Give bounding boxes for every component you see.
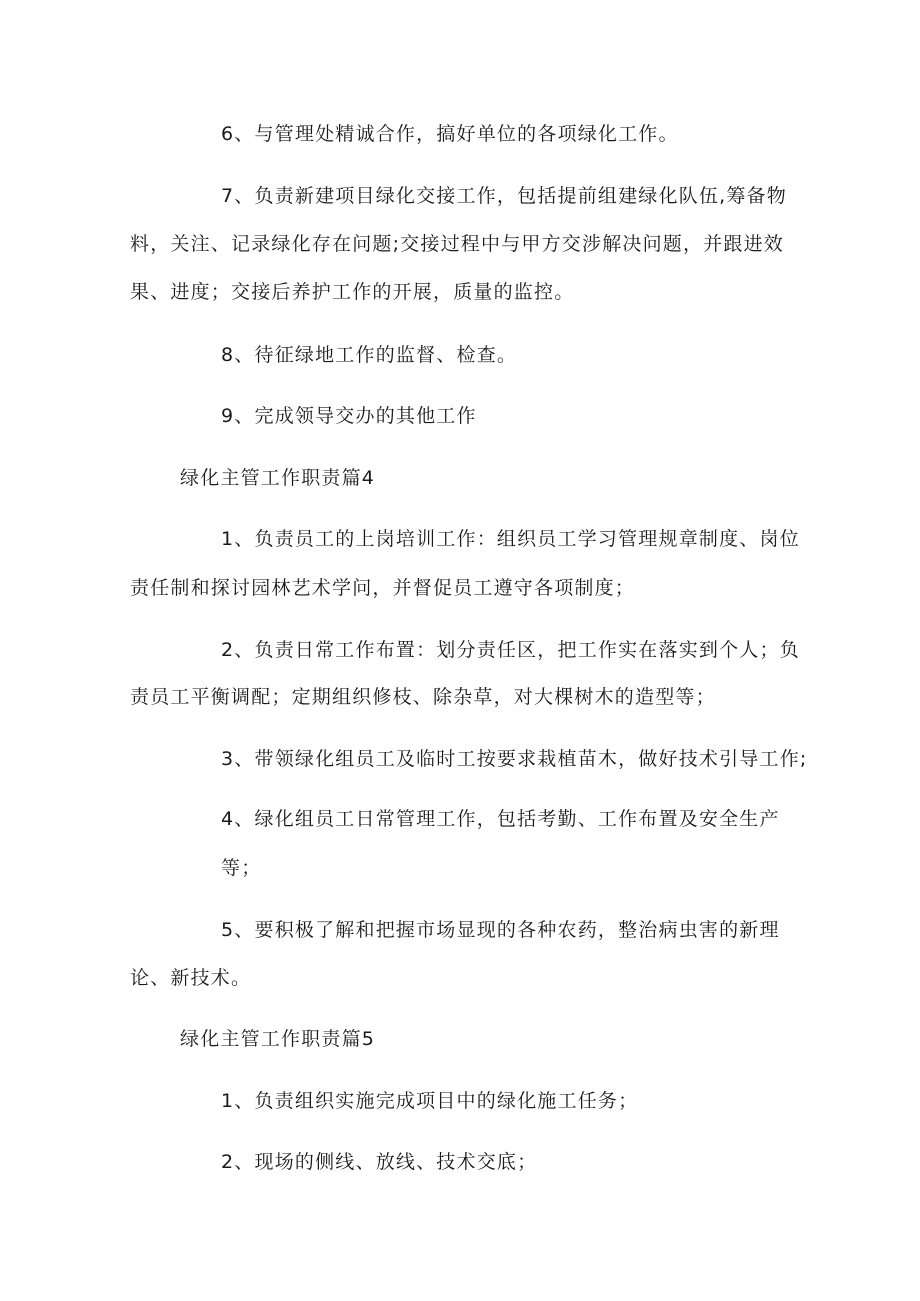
section-4-item-3-line-1: 3、带领绿化组员工及临时工按要求栽植苗木，做好技术引导工作; xyxy=(221,748,808,770)
paragraph-9-line-1: 9、完成领导交办的其他工作 xyxy=(221,405,477,427)
section-4-item-4-line-1: 4、绿化组员工日常管理工作，包括考勤、工作布置及安全生产 xyxy=(221,808,780,830)
paragraph-7-line-3: 果、进度；交接后养护工作的开展，质量的监控。 xyxy=(130,281,575,303)
section-4-item-2-line-1: 2、负责日常工作布置：划分责任区，把工作实在落实到个人；负 xyxy=(221,639,800,661)
section-4-item-2-line-2: 责员工平衡调配；定期组织修枝、除杂草，对大棵树木的造型等； xyxy=(130,686,716,708)
section-5-item-2-line-1: 2、现场的侧线、放线、技术交底； xyxy=(221,1151,538,1173)
paragraph-7-line-2: 料，关注、记录绿化存在问题;交接过程中与甲方交涉解决问题，并跟进效 xyxy=(130,233,785,255)
section-4-item-4-line-2: 等； xyxy=(221,857,262,879)
section-4-item-1-line-2: 责任制和探讨园林艺术学问，并督促员工遵守各项制度； xyxy=(130,577,636,599)
section-heading-5: 绿化主管工作职责篇5 xyxy=(180,1028,376,1050)
paragraph-7-line-1: 7、负责新建项目绿化交接工作，包括提前组建绿化队伍,筹备物 xyxy=(221,185,787,207)
section-4-item-1-line-1: 1、负责员工的上岗培训工作：组织员工学习管理规章制度、岗位 xyxy=(221,528,800,550)
section-4-item-5-line-2: 论、新技术。 xyxy=(130,967,252,989)
section-4-item-5-line-1: 5、要积极了解和把握市场显现的各种农药，整治病虫害的新理 xyxy=(221,919,780,941)
paragraph-6-line-1: 6、与管理处精诚合作，搞好单位的各项绿化工作。 xyxy=(221,123,679,145)
section-heading-4: 绿化主管工作职责篇4 xyxy=(180,467,376,489)
paragraph-8-line-1: 8、待征绿地工作的监督、检查。 xyxy=(221,344,518,366)
section-5-item-1-line-1: 1、负责组织实施完成项目中的绿化施工任务； xyxy=(221,1090,639,1112)
